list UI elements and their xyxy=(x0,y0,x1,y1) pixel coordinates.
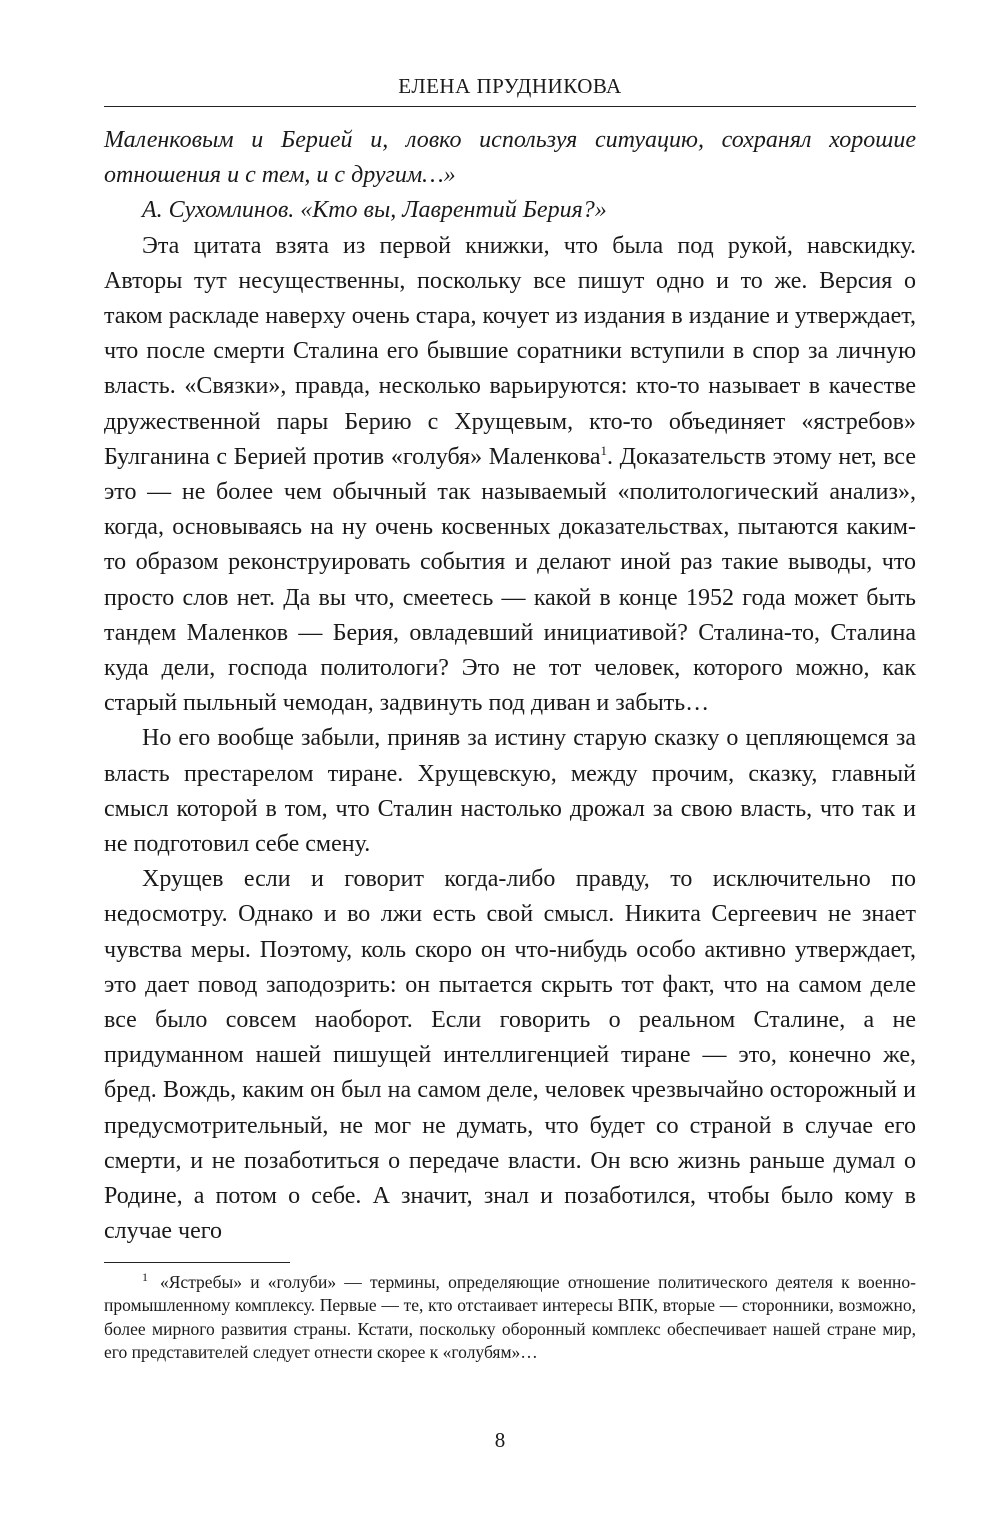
footnote-text: «Ястребы» и «голуби» — термины, определяющие отношение политического деятеля к военно-промышленному комплексу. Первые — те, кто отстаивает интересы ВПК, вторые — сторонники, возможно, более мирного развития страны. Кстати, поскольку оборонный комплекс обеспечивает нашей стране мир, его представителей следует отнести скорее к «голубям»… xyxy=(104,1271,916,1363)
paragraph-2: Но его вообще забыли, приняв за истину старую сказку о цепляющемся за власть престарелом тиране. Хрущевскую, между прочим, сказку, главный смысл которой в том, что Сталин настолько дрожал за свою власть, что так и не подготовил себе смену. xyxy=(104,725,916,858)
quote-source: А. Сухомлинов. «Кто вы, Лаврентий Берия?» xyxy=(142,197,607,224)
footnote-mark: 1 xyxy=(142,1269,148,1284)
paragraph-1-part-a: Эта цитата взята из первой книжки, что была под рукой, навскидку. Авторы тут несущественны, поскольку все пишут одно и то же. Версия о таком раскладе наверху очень стара, кочует из издания в издание и утверждает, что после смерти Сталина его бывшие соратники вступили в спор за личную власть. «Связки», правда, несколько варьируются: кто-то называет в качестве дружественной пары Берию с Хрущевым, кто-то объединяет «ястребов» Булганина с Берией против «голубя» Маленкова xyxy=(104,232,916,470)
paragraph-1-part-b: . Доказательств этому нет, все это — не более чем обычный так называемый «политологический анализ», когда, основываясь на ну очень косвенных доказательствах, пытаются каким-то образом реконструировать события и делают иной раз такие выводы, что просто слов нет. Да вы что, смеетесь — какой в конце 1952 года может быть тандем Маленков — Берия, овладевший инициативой? Сталина-то, Сталина куда дели, господа политологи? Это не тот человек, которого можно, как старый пыльный чемодан, задвинуть под диван и забыть… xyxy=(104,443,916,717)
page-number: 8 xyxy=(494,1428,506,1452)
paragraph-3: Хрущев если и говорит когда-либо правду, то исключительно по недосмотру. Однако и во лжи есть свой смысл. Никита Сергеевич не знает чувства меры. Поэтому, коль скоро он что-нибудь особо активно утверждает, это дает повод заподозрить: он пытается скрыть тот факт, что на самом деле все было совсем наоборот. Если говорить о реальном Сталине, а не придуманном нашей пишущей интеллигенцией тиране — это, конечно же, бред. Вождь, каким он был на самом деле, человек чрезвычайно осторожный и предусмотрительный, не мог не думать, что будет со страной в случае его смерти, и не позаботиться о передаче власти. Он всю жизнь раньше думал о Родине, а потом о себе. А значит, знал и позаботился, чтобы было кому в случае чего xyxy=(104,866,916,1245)
main-text xyxy=(104,123,916,1250)
paragraph-1 xyxy=(104,229,916,722)
footnote-reference[interactable]: 1 xyxy=(600,442,607,458)
footnote-rule xyxy=(104,1262,290,1263)
quote-ending: Маленковым и Берией и, ловко используя ситуацию, сохранял хорошие отношения и с тем, и с другим…» xyxy=(104,127,916,189)
header-rule xyxy=(104,106,916,107)
book-page xyxy=(104,70,916,1365)
footnote xyxy=(104,1271,916,1365)
running-head: ЕЛЕНА ПРУДНИКОВА xyxy=(398,74,622,98)
